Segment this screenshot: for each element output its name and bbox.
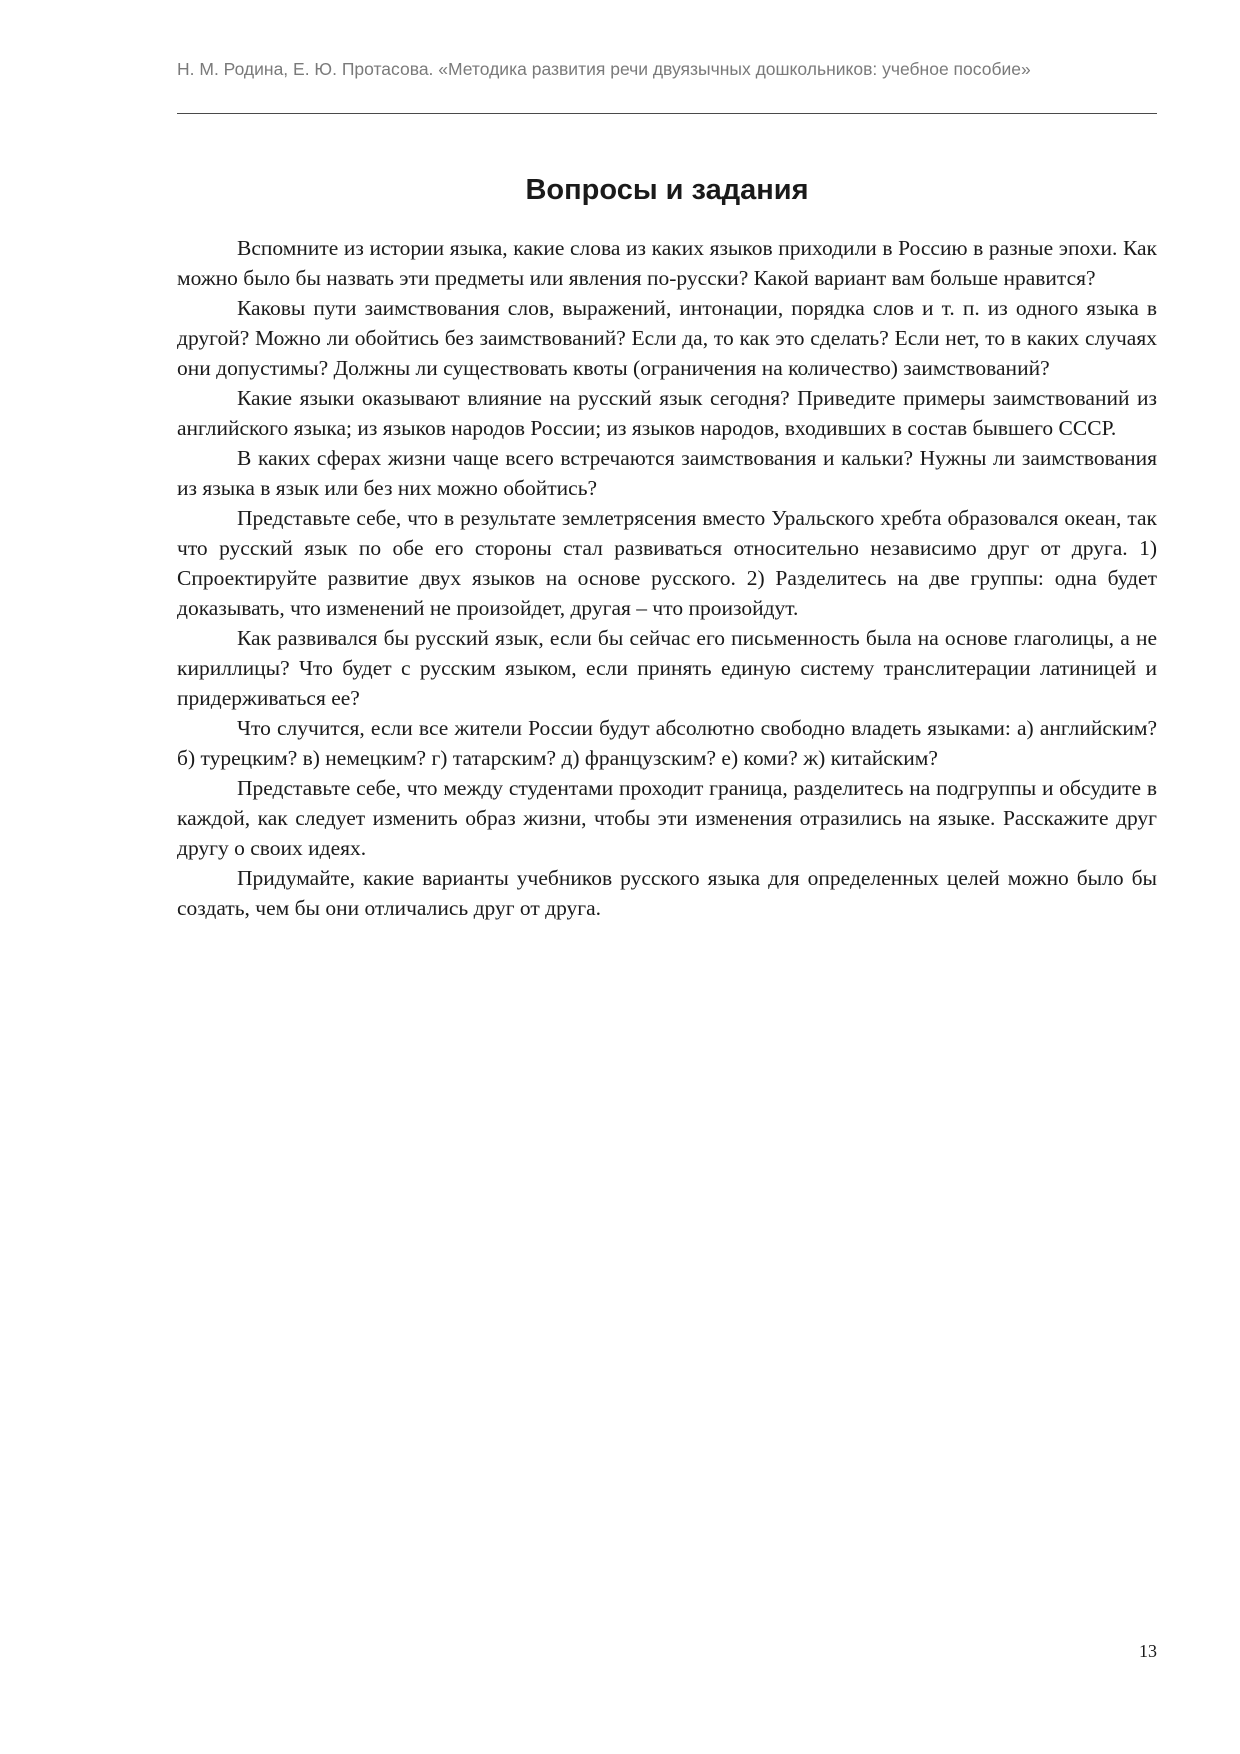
header-divider (177, 113, 1157, 114)
page-number: 13 (1139, 1641, 1157, 1661)
paragraph: Как развивался бы русский язык, если бы сейчас его письменность была на основе глаголицы, а не кириллицы? Что будет с русским языком, если принять единую систему транслитерации латиницей и придерживаться ее? (177, 626, 1157, 710)
paragraph: Каковы пути заимствования слов, выражений, интонации, порядка слов и т. п. из одного языка в другой? Можно ли обойтись без заимствований? Если да, то как это сделать? Если нет, то в каких случаях они допустимы? Должны ли существовать квоты (ограничения на количество) заимствований? (177, 296, 1157, 380)
paragraph: Вспомните из истории языка, какие слова из каких языков приходили в Россию в разные эпохи. Как можно было бы назвать эти предметы или явления по-русски? Какой вариант вам больше нравится? (177, 236, 1157, 290)
paragraph: Какие языки оказывают влияние на русский язык сегодня? Приведите примеры заимствований из английского языка; из языков народов России; из языков народов, входивших в состав бывшего СССР. (177, 386, 1157, 440)
body-text (177, 233, 1157, 923)
running-header: Н. М. Родина, Е. Ю. Протасова. «Методика развития речи двуязычных дошкольников: учебное пособие» (177, 59, 1031, 79)
paragraph: Что случится, если все жители России будут абсолютно свободно владеть языками: а) английским? б) турецким? в) немецким? г) татарским? д) французским? е) коми? ж) китайским? (177, 716, 1157, 770)
paragraph: Представьте себе, что в результате землетрясения вместо Уральского хребта образовался океан, так что русский язык по обе его стороны стал развиваться относительно независимо друг от друга. 1) Спроектируйте развитие двух языков на основе русского. 2) Разделитесь на две группы: одна будет доказывать, что изменений не произойдет, другая – что произойдут. (177, 506, 1157, 620)
paragraph: Придумайте, какие варианты учебников русского языка для определенных целей можно было бы создать, чем бы они отличались друг от друга. (177, 866, 1157, 920)
section-title: Вопросы и задания (525, 174, 809, 206)
paragraph: В каких сферах жизни чаще всего встречаются заимствования и кальки? Нужны ли заимствования из языка в язык или без них можно обойтись? (177, 446, 1157, 500)
paragraph: Представьте себе, что между студентами проходит граница, разделитесь на подгруппы и обсудите в каждой, как следует изменить образ жизни, чтобы эти изменения отразились на языке. Расскажите друг другу о своих идеях. (177, 776, 1157, 860)
